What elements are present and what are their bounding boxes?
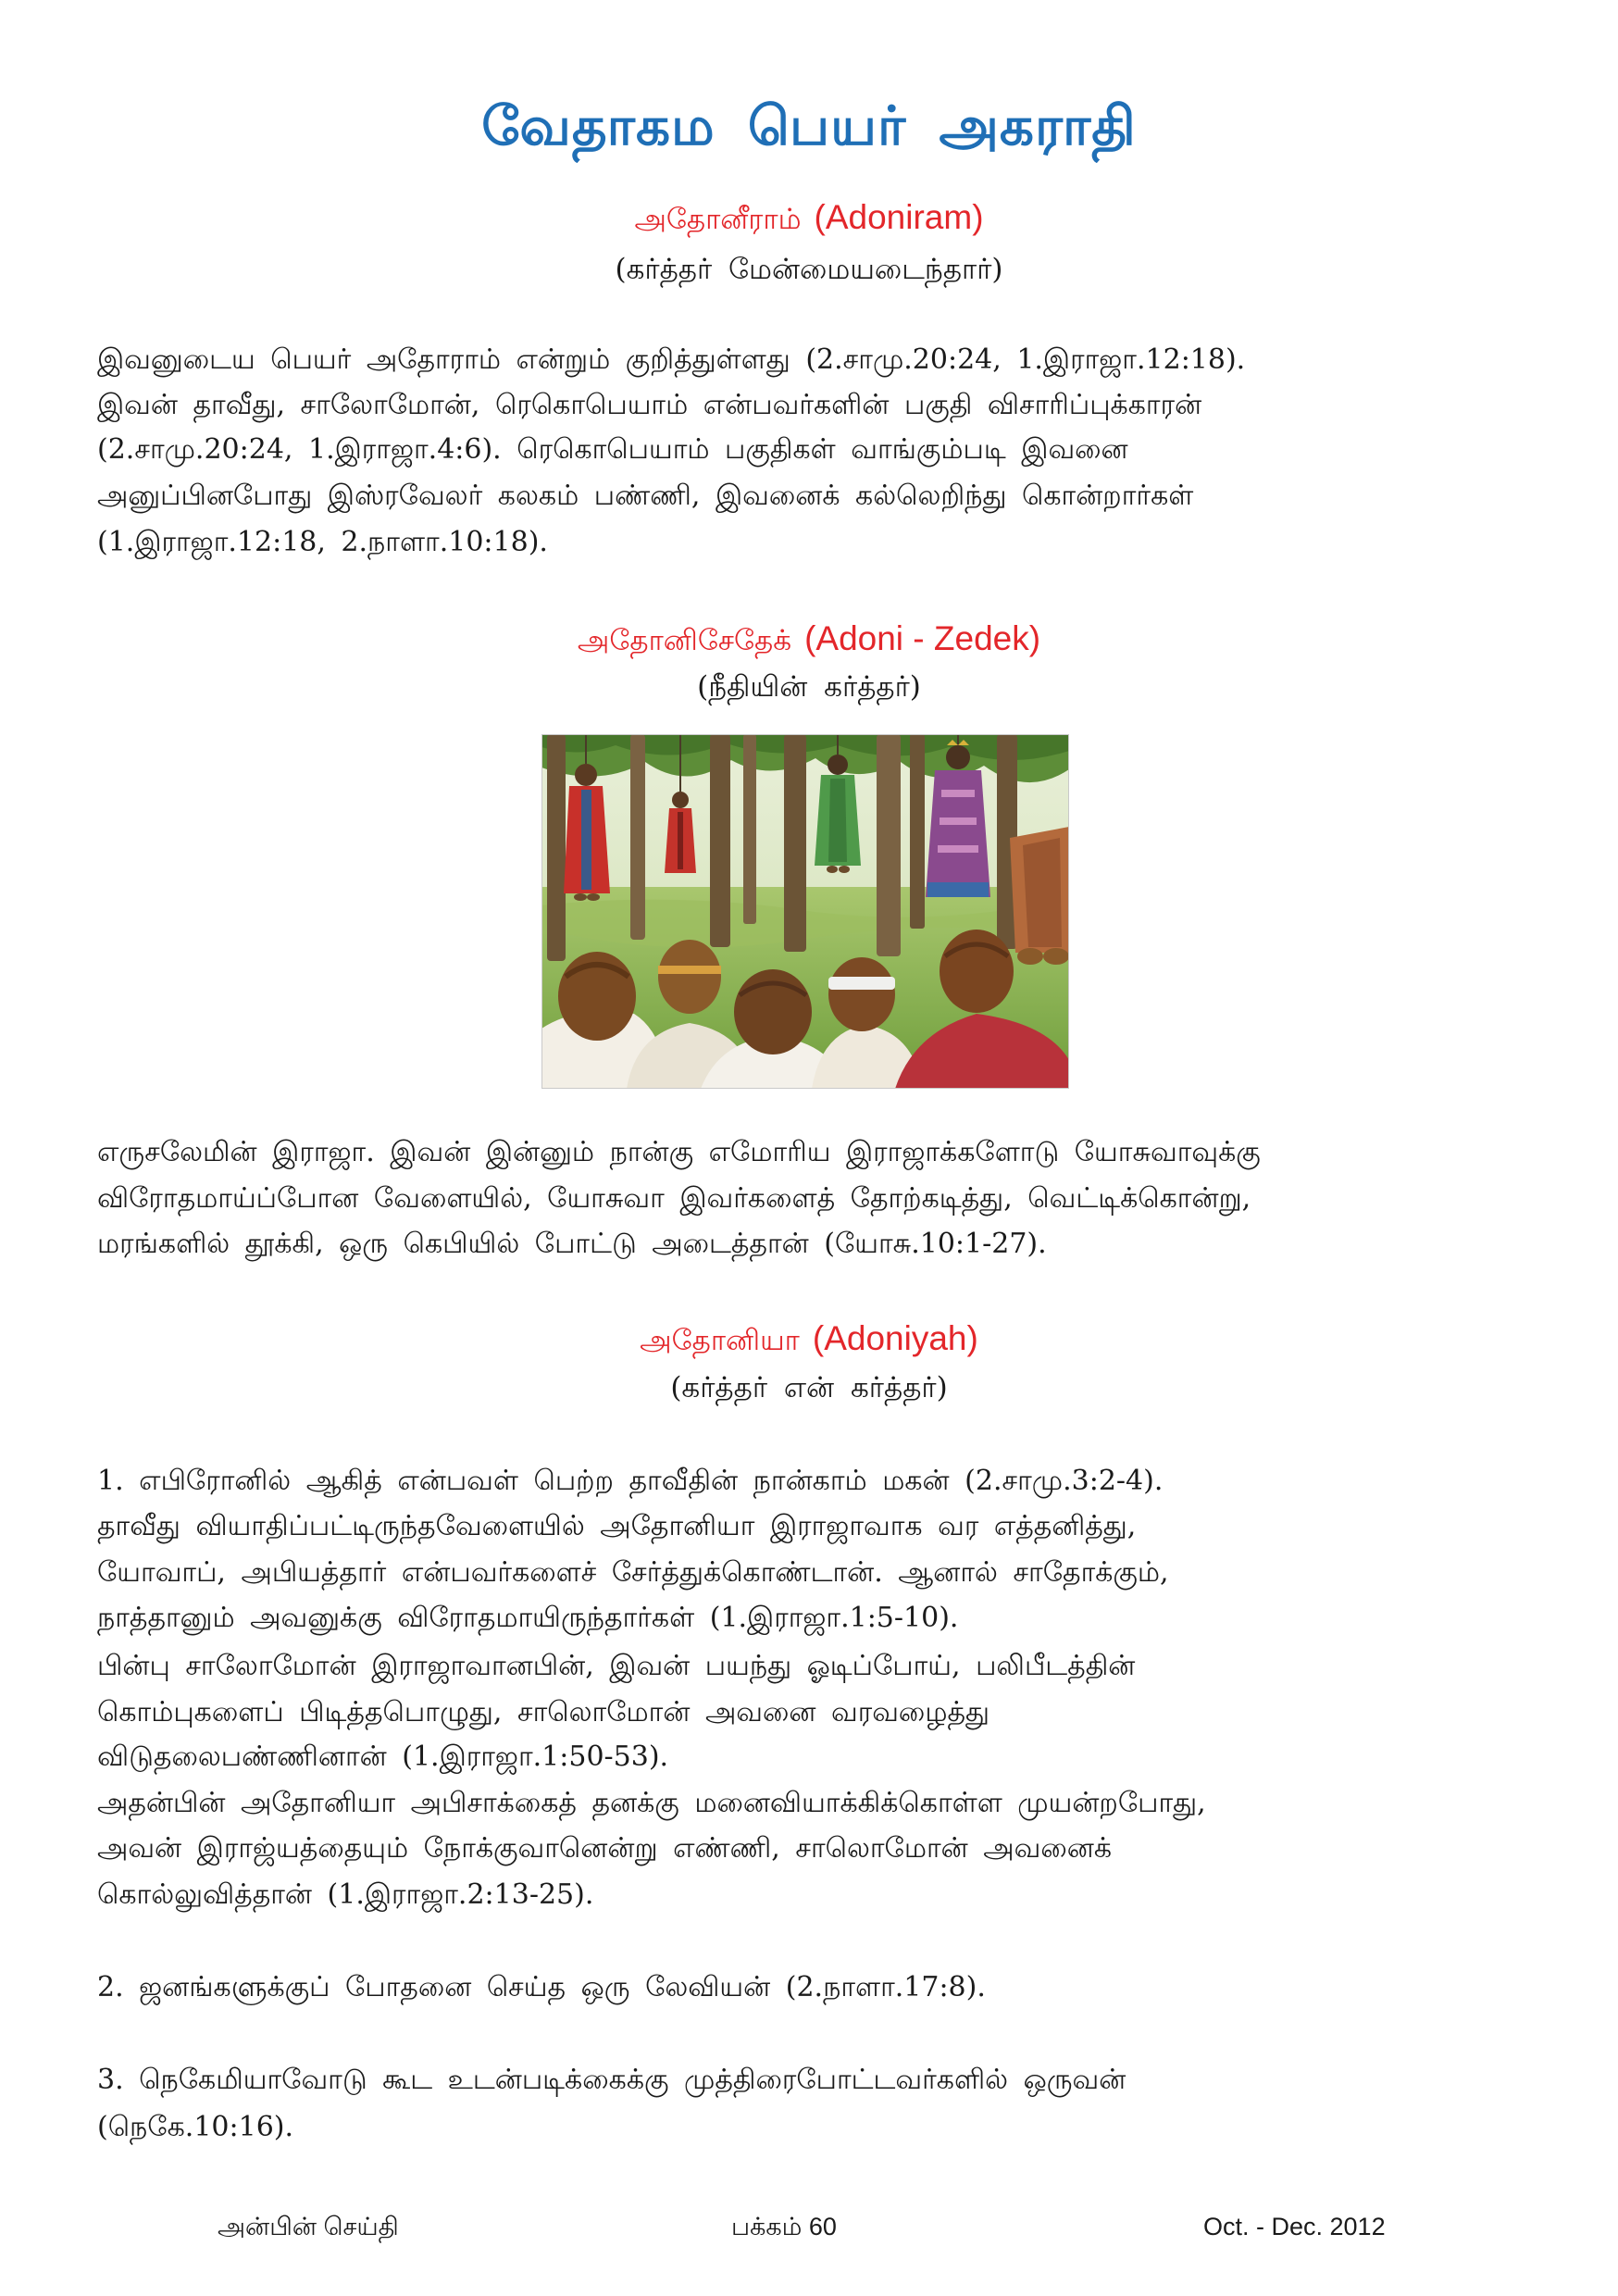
- entry-meaning: (கர்த்தர் மேன்மையடைந்தார்): [615, 253, 1003, 286]
- entry-name-english: (Adoniram): [814, 198, 984, 236]
- entry-name-tamil: அதோனியா: [640, 1324, 800, 1357]
- paragraph-line: யோவாப், அபியத்தார் என்பவர்களைச் சேர்த்துக்கொண்டான். ஆனால் சாதோக்கும்,: [97, 1556, 1169, 1589]
- entry-heading: [0, 194, 1618, 247]
- paragraph-line: விரோதமாய்ப்போன வேளையில், யோசுவா இவர்களைத் தோற்கடித்து, வெட்டிக்கொன்று,: [97, 1182, 1251, 1215]
- paragraph-line: இவனுடைய பெயர் அதோராம் என்றும் குறித்துள்ளது (2.சாமு.20:24, 1.இராஜா.12:18).: [97, 343, 1246, 376]
- paragraph-line: இவன் தாவீது, சாலோமோன், ரெகொபெயாம் என்பவர்களின் பகுதி விசாரிப்புக்காரன்: [97, 389, 1202, 421]
- entry-heading: [0, 1316, 1618, 1368]
- entry-name-english: (Adoni - Zedek): [804, 619, 1041, 657]
- entry-meaning: (நீதியின் கர்த்தர்): [697, 670, 921, 704]
- entry-heading: [0, 616, 1618, 668]
- hanging-figure: [1010, 827, 1069, 965]
- paragraph-line: (2.சாமு.20:24, 1.இராஜா.4:6). ரெகொபெயாம் பகுதிகள் வாங்கும்படி இவனை: [97, 433, 1128, 466]
- entry-name-english: (Adoniyah): [812, 1319, 978, 1357]
- paragraph-line: எருசலேமின் இராஜா. இவன் இன்னும் நான்கு எமோரிய இராஜாக்களோடு யோசுவாவுக்கு: [97, 1136, 1261, 1168]
- list-item: 2. ஜனங்களுக்குப் போதனை செய்த ஒரு லேவியன் (2.நாளா.17:8).: [97, 1971, 986, 2003]
- footer-page-number: பக்கம் 60: [731, 2213, 837, 2240]
- entry-name-tamil: அதோனீராம்: [634, 203, 802, 236]
- list-item: (நெகே.10:16).: [97, 2111, 294, 2143]
- entry-name-tamil: அதோனிசேதேக்: [577, 624, 792, 657]
- paragraph-line: (1.இராஜா.12:18, 2.நாளா.10:18).: [97, 526, 548, 558]
- list-item: 3. நெகேமியாவோடு கூட உடன்படிக்கைக்கு முத்திரைபோட்டவர்களில் ஒருவன்: [97, 2064, 1126, 2096]
- paragraph-line: 1. எபிரோனில் ஆகித் என்பவள் பெற்ற தாவீதின் நான்காம் மகன் (2.சாமு.3:2-4).: [97, 1465, 1164, 1497]
- paragraph-line: அதன்பின் அதோனியா அபிசாக்கைத் தனக்கு மனைவியாக்கிக்கொள்ள முயன்றபோது,: [97, 1787, 1206, 1819]
- paragraph-line: தாவீது வியாதிப்பட்டிருந்தவேளையில் அதோனியா இராஜாவாக வர எத்தனித்து,: [97, 1510, 1137, 1542]
- paragraph-line: அவன் இராஜ்யத்தையும் நோக்குவானென்று எண்ணி, சாலொமோன் அவனைக்: [97, 1832, 1113, 1865]
- paragraph-line: கொல்லுவித்தான் (1.இராஜா.2:13-25).: [97, 1878, 594, 1911]
- footer-issue-date: Oct. - Dec. 2012: [1203, 2213, 1386, 2240]
- entry-meaning: (கர்த்தர் என் கர்த்தர்): [670, 1371, 948, 1404]
- page-title: வேதாகம பெயர் அகராதி: [481, 94, 1137, 157]
- paragraph-line: பின்பு சாலோமோன் இராஜாவானபின், இவன் பயந்து ஓடிப்போய், பலிபீடத்தின்: [97, 1650, 1136, 1682]
- paragraph-line: விடுதலைபண்ணினான் (1.இராஜா.1:50-53).: [97, 1741, 669, 1773]
- paragraph-line: அனுப்பினபோது இஸ்ரவேலர் கலகம் பண்ணி, இவனைக் கல்லெறிந்து கொன்றார்கள்: [97, 480, 1194, 512]
- illustration-image: [541, 734, 1069, 1089]
- paragraph-line: மரங்களில் தூக்கி, ஒரு கெபியில் போட்டு அடைத்தான் (யோசு.10:1-27).: [97, 1228, 1047, 1260]
- paragraph-line: கொம்புகளைப் பிடித்தபொழுது, சாலொமோன் அவனை வரவழைத்து: [97, 1696, 990, 1728]
- paragraph-line: நாத்தானும் அவனுக்கு விரோதமாயிருந்தார்கள் (1.இராஜா.1:5-10).: [97, 1602, 959, 1634]
- footer-publication: அன்பின் செய்தி: [218, 2213, 399, 2240]
